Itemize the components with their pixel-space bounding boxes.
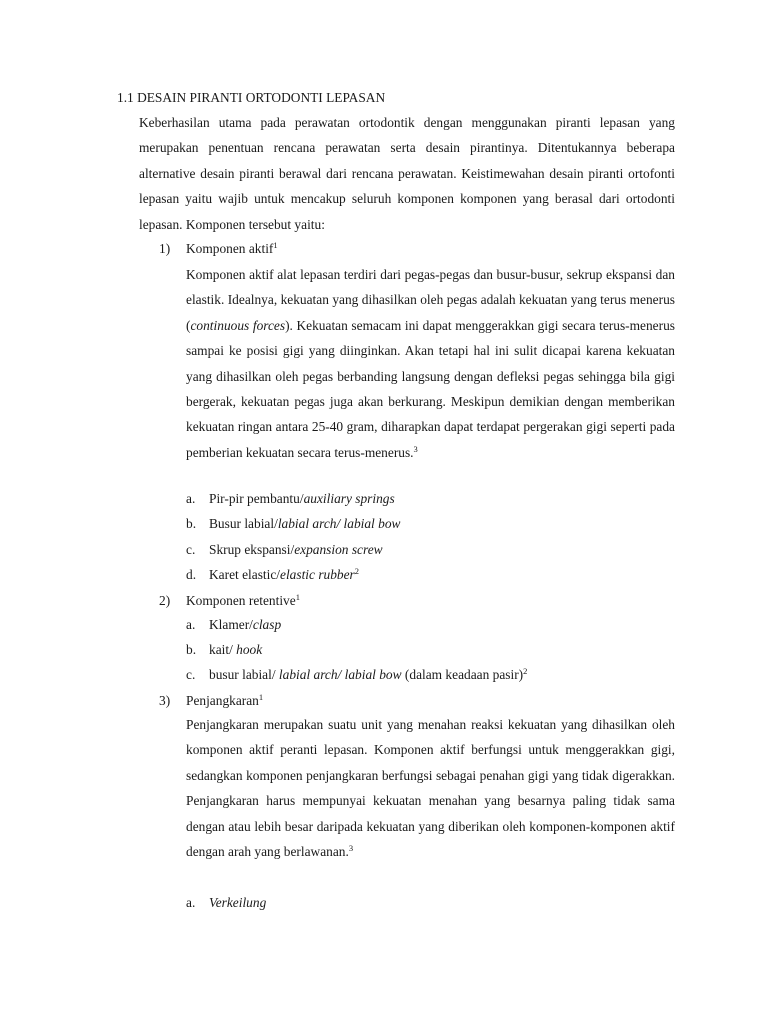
list-letter: a. [186,491,196,506]
list-letter: b. [186,516,197,531]
reference-mark: 1 [273,240,278,250]
reference-mark: 1 [295,592,300,602]
section-heading: 1.1 DESAIN PIRANTI ORTODONTI LEPASAN [117,90,386,105]
list-item: Pir-pir pembantu/auxiliary springs [209,491,395,506]
list-item: Busur labial/labial arch/ labial bow [209,516,401,531]
reference-mark: 1 [258,692,264,702]
section-title-penjangkaran: Penjangkaran$^1$ [186,692,264,708]
list-letter: c. [186,667,196,682]
section-number: 3) [159,693,171,708]
section-number: 2) [159,593,171,608]
penjangkaran-paragraph: Penjangkaran merupakan suatu unit yang menahan reaksi kekuatan yang dihasilkan oleh komponen aktif peranti lepasan. Komponen aktif berfungsi untuk menggerakkan gigi, sedangkan komponen penjangkaran berfungsi sebagai penahan gigi yang tidak digerakkan. Penjangkaran harus mempunyai kekuatan menahan yang besarnya paling tidak sama dengan atau lebih besar daripada kekuatan yang diberikan oleh komponen-komponen aktif dengan arah yang berlawanan.$^3$ [186,717,675,860]
intro-paragraph: Keberhasilan utama pada perawatan ortodontik dengan menggunakan piranti lepasan yang merupakan penentuan rencana perawatan serta desain pirantinya. Ditentukannya beberapa alternative desain piranti berawal dari rencana perawatan. Keistimewahan desain piranti ortofonti lepasan yaitu wajib untuk mencakup seluruh komponen komponen yang berasal dari ortodonti lepasan. Komponen tersebut yaitu: [139,115,675,232]
section-title-komponen-retentive: Komponen retentive$^1$ [186,592,300,608]
list-letter: d. [186,567,197,582]
section-number: 1) [159,241,171,256]
list-item: busur labial/ labial arch/ labial bow (dalam keadaan pasir)$^2$ [209,666,528,682]
list-letter: b. [186,642,197,657]
reference-mark: 3 [348,843,354,854]
list-item: Skrup ekspansi/expansion screw [209,542,383,557]
reference-mark: 2 [354,566,360,576]
reference-mark: 2 [523,666,528,676]
list-item: Verkeilung [209,895,267,910]
list-item: Karet elastic/elastic rubber$^2$ [209,566,360,582]
reference-mark: 3 [413,443,418,454]
section-title-komponen-aktif: Komponen aktif$^1$ [186,240,278,256]
list-letter: a. [186,617,196,632]
italic-term: continuous forces [190,317,286,333]
list-letter: a. [186,895,196,910]
list-item: Klamer/clasp [209,617,282,632]
komponen-aktif-paragraph: Komponen aktif alat lepasan terdiri dari pegas-pegas dan busur-busur, sekrup ekspansi dan elastik. Idealnya, kekuatan yang dihasilkan oleh pegas adalah kekuatan yang terus menerus (continuous forces). Kekuatan semacam ini dapat menggerakkan gigi secara terus-menerus sampai ke posisi gigi yang diinginkan. Akan tetapi hal ini sulit dicapai karena kekuatan yang dihasilkan oleh pegas berbanding langsung dengan defleksi pegas sehingga bila gigi bergerak, kekuatan pegas juga akan berkurang. Meskipun demikian dengan memberikan kekuatan ringan antara 25-40 gram, diharapkan dapat terdapat pergerakan gigi seperti pada pemberian kekuatan secara terus-menerus.$^3$ [186,267,675,460]
list-letter: c. [186,542,196,557]
list-item: kait/ hook [209,642,263,657]
